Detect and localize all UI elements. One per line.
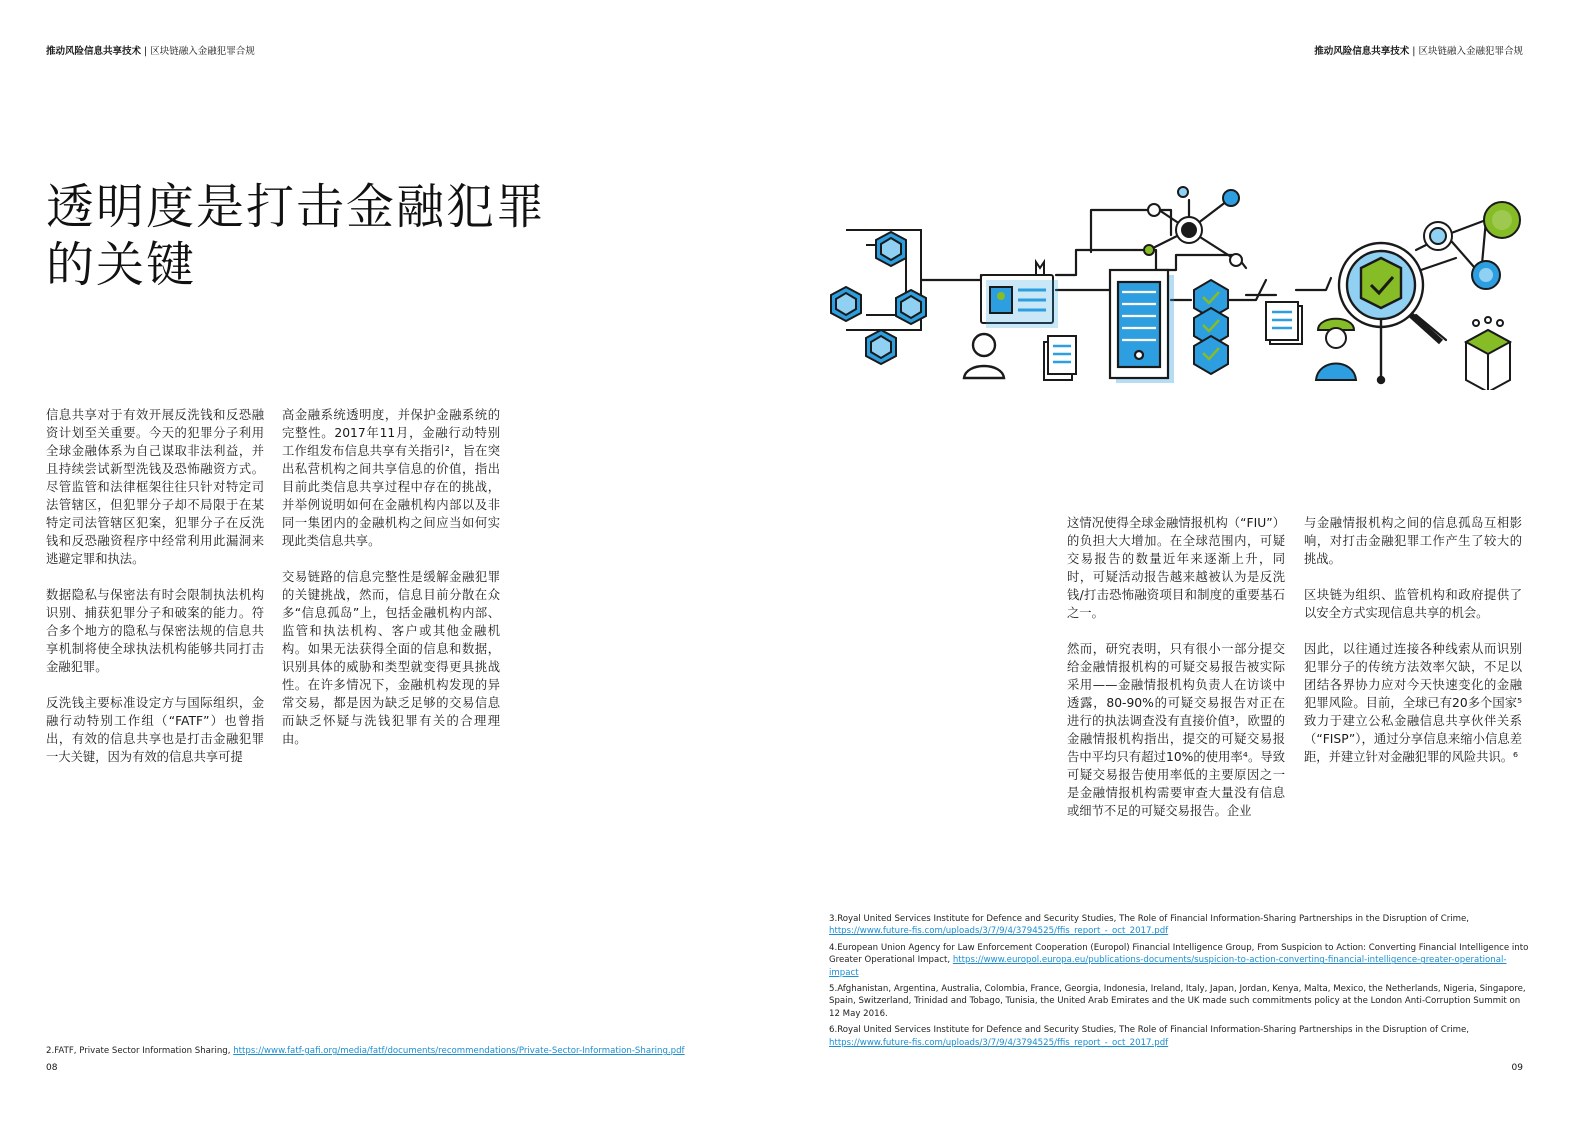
server-icon <box>1110 270 1174 383</box>
footnote-2 <box>46 1045 685 1057</box>
footnote-4 <box>829 942 1529 979</box>
footnote-text: 3.Royal United Services Institute for Defence and Security Studies, The Role of Financial Information-Sharing Partnerships in the Disruption of Crime, <box>829 914 1470 924</box>
person-icon <box>964 334 1004 378</box>
footnote-text: 5.Afghanistan, Argentina, Australia, Colombia, France, Georgia, Indonesia, Ireland, Italy, Japan, Jordan, Kenya, Malta, Mexico, the Netherlands, Nigeria, Singapore, Spain, Switzerland, Trinidad and Tobago, Tunisia, the United Arab Emirates and the UK made such commitments policy at the London Anti-Corruption Summit on 12 May 2016. <box>829 984 1526 1019</box>
body-column-1 <box>46 406 264 784</box>
page-number-right: 09 <box>1511 1063 1523 1073</box>
page-title <box>46 178 566 294</box>
magnifier-shield-icon <box>1339 243 1441 383</box>
report-icon <box>1266 302 1302 344</box>
id-card-icon <box>981 262 1058 328</box>
footnote-3 <box>829 913 1529 938</box>
header-right-rest: | 区块链融入金融犯罪合规 <box>1409 46 1523 57</box>
document-icon <box>1044 336 1076 380</box>
paragraph: 反洗钱主要标准设定方与国际组织，金融行动特别工作组（“FATF”）也曾指出，有效的信息共享也是打击金融犯罪一大关键，因为有效的信息共享可提 <box>46 696 264 764</box>
footnote-link[interactable]: https://www.future-fis.com/uploads/3/7/9/4/3794525/ffis_report_-_oct_2017.pdf <box>829 1037 1169 1048</box>
paragraph: 然而，研究表明，只有很小一部分提交给金融情报机构的可疑交易报告被实际采用——金融情报机构负责人在访谈中透露，80-90%的可疑交易报告对正在进行的执法调查没有直接价值³，欧盟的金融情报机构指出，提交的可疑交易报告中平均只有超过10%的使用率⁴。导致可疑交易报告使用率低的主要原因之一是金融情报机构需要审查大量没有信息或细节不足的可疑交易报告。企业 <box>1067 642 1285 818</box>
block-stack-icon <box>1194 280 1228 374</box>
paragraph: 数据隐私与保密法有时会限制执法机构识别、捕获犯罪分子和破案的能力。符合多个地方的隐私与保密法规的信息共享机制将使全球执法机构能够共同打击金融犯罪。 <box>46 588 264 674</box>
footnote-link[interactable]: https://www.europol.europa.eu/publications-documents/suspicion-to-action-converting-financial-intelligence-greater-operational-impact <box>829 955 1507 978</box>
running-header-left <box>46 43 255 57</box>
header-left-rest: | 区块链融入金融犯罪合规 <box>141 46 255 57</box>
cube-cluster-icon <box>831 230 926 364</box>
body-column-4 <box>1304 514 1522 784</box>
footnote-link[interactable]: https://www.future-fis.com/uploads/3/7/9/4/3794525/ffis_report_-_oct_2017.pdf <box>829 926 1169 937</box>
header-right-bold: 推动风险信息共享技术 <box>1314 46 1410 57</box>
running-header-right <box>1314 43 1523 57</box>
footnotes-right <box>829 913 1529 1053</box>
footnote-2-text: 2.FATF, Private Sector Information Sharing, <box>46 1046 234 1056</box>
footnote-text: 4.European Union Agency for Law Enforcement Cooperation (Europol) Financial Intelligence Group, From Suspicion to Action: Converting Financial Intelligence into Greater Operational Impact, <box>829 942 1529 966</box>
page-title-line1: 透明度是打击金融犯罪 <box>46 179 547 235</box>
paragraph: 这情况使得全球金融情报机构（“FIU”）的负担大大增加。在全球范围内，可疑交易报告的数量近年来逐渐上升，同时，可疑活动报告越来越被认为是反洗钱/打击恐怖融资项目和制度的重要基石之一。 <box>1067 516 1285 620</box>
worker-icon <box>1316 319 1356 380</box>
paragraph: 高金融系统透明度，并保护金融系统的完整性。2017年11月，金融行动特别工作组发布信息共享有关指引²，旨在突出私营机构之间共享信息的价值，指出目前此类信息共享过程中存在的挑战，并举例说明如何在金融机构内部以及非同一集团内的金融机构之间应当如何实现此类信息共享。 <box>282 408 500 548</box>
footnote-6 <box>829 1024 1529 1049</box>
paragraph: 交易链路的信息完整性是缓解金融犯罪的关键挑战，然而，信息目前分散在众多“信息孤岛”上，包括金融机构内部、监管和执法机构、客户或其他金融机构。如果无法获得全面的信息和数据，识别具体的威胁和类型就变得更具挑战性。在许多情况下，金融机构发现的异常交易，都是因为缺乏足够的交易信息而缺乏怀疑与洗钱犯罪有关的合理理由。 <box>282 570 500 746</box>
page-number-left: 08 <box>46 1063 58 1073</box>
paragraph: 与金融情报机构之间的信息孤岛互相影响，对打击金融犯罪工作产生了较大的挑战。 <box>1304 516 1522 566</box>
page-title-line2: 的关键 <box>46 237 197 293</box>
body-column-3 <box>1067 514 1285 838</box>
paragraph: 区块链为组织、监管机构和政府提供了以安全方式实现信息共享的机会。 <box>1304 588 1522 620</box>
paragraph: 因此，以往通过连接各种线索从而识别犯罪分子的传统方法效率欠缺，不足以团结各界协力应对今天快速变化的金融犯罪风险。目前，全球已有20多个国家⁵致力于建立公私金融信息共享伙伴关系（“FISP”），通过分享信息来缩小信息差距，并建立针对金融犯罪的风险共识。⁶ <box>1304 642 1522 764</box>
footnote-text: 6.Royal United Services Institute for Defence and Security Studies, The Role of Financial Information-Sharing Partnerships in the Disruption of Crime, <box>829 1025 1470 1036</box>
paragraph: 信息共享对于有效开展反洗钱和反恐融资计划至关重要。今天的犯罪分子利用全球金融体系为自己谋取非法利益，并且持续尝试新型洗钱及恐怖融资方式。尽管监管和法律框架往往只针对特定司法管辖区，但犯罪分子却不局限于在某特定司法管辖区犯案，犯罪分子在反洗钱和反恐融资程序中经常利用此漏洞来逃避定罪和执法。 <box>46 408 264 566</box>
footnote-5 <box>829 983 1529 1020</box>
network-nodes-icon <box>1424 202 1520 289</box>
footnote-2-link[interactable]: https://www.fatf-gafi.org/media/fatf/documents/recommendations/Private-Sector-Information-Sharing.pdf <box>233 1046 685 1056</box>
green-cube-icon <box>1466 317 1510 390</box>
body-column-2 <box>282 406 500 766</box>
header-left-bold: 推动风险信息共享技术 <box>46 46 142 57</box>
blockchain-network-illustration <box>826 180 1526 390</box>
